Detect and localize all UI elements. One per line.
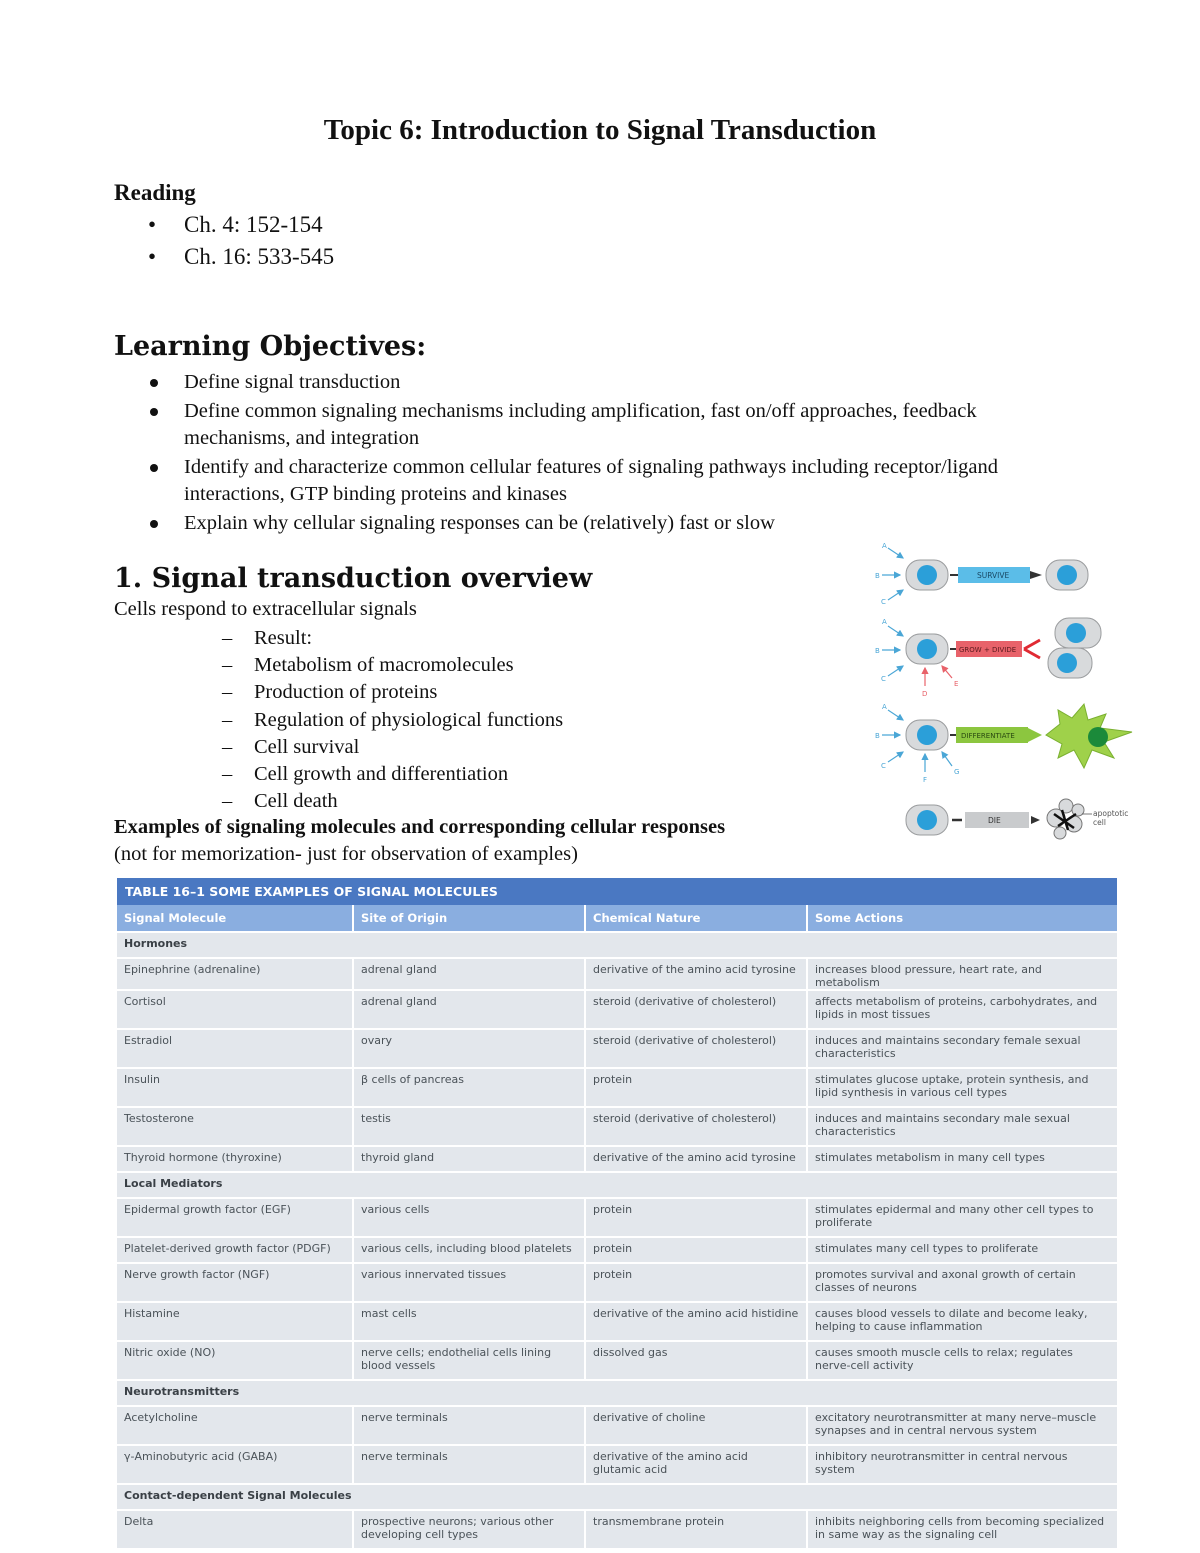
grow-row: [875, 618, 1101, 698]
table-row: [117, 1302, 1117, 1341]
table-row: [117, 1263, 1117, 1302]
differentiate-row: [875, 703, 1132, 784]
reading-list: [142, 209, 334, 273]
table-header-row: [117, 905, 1117, 932]
result-item: – Cell death: [222, 788, 563, 815]
table-cell: induces and maintains secondary female sexual characteristics: [807, 1029, 1117, 1068]
result-item: – Cell growth and differentiation: [222, 761, 563, 788]
table-cell: Delta: [117, 1510, 353, 1548]
signal-letter: E: [954, 680, 959, 688]
table-row: [117, 1107, 1117, 1146]
reading-item: • Ch. 4: 152-154: [142, 209, 334, 241]
table-cell: protein: [585, 1198, 807, 1237]
table-cell: mast cells: [353, 1302, 585, 1341]
signal-letter: B: [875, 732, 880, 740]
table-cell: affects metabolism of proteins, carbohydrates, and lipids in most tissues: [807, 990, 1117, 1029]
table-row: [117, 1445, 1117, 1484]
table-cell: Thyroid hormone (thyroxine): [117, 1146, 353, 1172]
table-cell: derivative of the amino acid glutamic acid: [585, 1445, 807, 1484]
column-header: Signal Molecule: [117, 905, 353, 932]
table-cell: protein: [585, 1237, 807, 1263]
column-header: Site of Origin: [353, 905, 585, 932]
table-row: [117, 1068, 1117, 1107]
table-category-row: [117, 1172, 1117, 1198]
table-cell: derivative of the amino acid tyrosine: [585, 958, 807, 990]
table-title: TABLE 16–1 SOME EXAMPLES OF SIGNAL MOLECULES: [117, 878, 1117, 905]
table-cell: various innervated tissues: [353, 1263, 585, 1302]
table-cell: Testosterone: [117, 1107, 353, 1146]
signal-letter: C: [881, 762, 886, 770]
survive-row: [875, 542, 1088, 606]
objective-item: Explain why cellular signaling responses can be (relatively) fast or slow: [142, 510, 1042, 537]
table-cell: thyroid gland: [353, 1146, 585, 1172]
signal-letter: C: [881, 675, 886, 683]
apoptotic-cell-shape: [1047, 799, 1084, 839]
objectives-heading: Learning Objectives:: [114, 331, 427, 362]
grow-label: GROW + DIVIDE: [959, 646, 1017, 654]
table-cell: Nerve growth factor (NGF): [117, 1263, 353, 1302]
table-row: [117, 1510, 1117, 1548]
table-cell: protein: [585, 1263, 807, 1302]
table-row: [117, 1406, 1117, 1445]
objective-item: Identify and characterize common cellular features of signaling pathways including receptor/ligand interactions, GTP binding proteins and kinases: [142, 454, 1042, 508]
table-row: [117, 1029, 1117, 1068]
table-cell: stimulates metabolism in many cell types: [807, 1146, 1117, 1172]
table-cell: derivative of the amino acid histidine: [585, 1302, 807, 1341]
table-cell: Platelet-derived growth factor (PDGF): [117, 1237, 353, 1263]
category-label: Local Mediators: [117, 1172, 1117, 1198]
table-cell: increases blood pressure, heart rate, and metabolism: [807, 958, 1117, 990]
table-category-row: [117, 932, 1117, 958]
signal-letter: C: [881, 598, 886, 606]
table-cell: steroid (derivative of cholesterol): [585, 1029, 807, 1068]
table-cell: stimulates epidermal and many other cell types to proliferate: [807, 1198, 1117, 1237]
table-cell: protein: [585, 1068, 807, 1107]
examples-note: (not for memorization- just for observation of examples): [114, 843, 578, 865]
table-row: [117, 958, 1117, 990]
table-cell: Insulin: [117, 1068, 353, 1107]
table-cell: Epidermal growth factor (EGF): [117, 1198, 353, 1237]
category-label: Contact-dependent Signal Molecules: [117, 1484, 1117, 1510]
result-item: – Result:: [222, 625, 563, 652]
signal-letter: F: [923, 776, 928, 784]
examples-heading: Examples of signaling molecules and corresponding cellular responses: [114, 816, 726, 838]
table-cell: various cells: [353, 1198, 585, 1237]
table-cell: β cells of pancreas: [353, 1068, 585, 1107]
apoptotic-label: apoptotic: [1093, 809, 1129, 818]
table-cell: Nitric oxide (NO): [117, 1341, 353, 1380]
table-cell: Cortisol: [117, 990, 353, 1029]
page-title: Topic 6: Introduction to Signal Transduction: [323, 114, 877, 146]
reading-item: • Ch. 16: 533-545: [142, 241, 334, 273]
result-item: – Regulation of physiological functions: [222, 707, 563, 734]
table-cell: derivative of the amino acid tyrosine: [585, 1146, 807, 1172]
table-cell: Estradiol: [117, 1029, 353, 1068]
table-cell: induces and maintains secondary male sexual characteristics: [807, 1107, 1117, 1146]
table-cell: various cells, including blood platelets: [353, 1237, 585, 1263]
die-label: DIE: [988, 816, 1001, 825]
table-cell: Epinephrine (adrenaline): [117, 958, 353, 990]
table-cell: promotes survival and axonal growth of certain classes of neurons: [807, 1263, 1117, 1302]
table-cell: excitatory neurotransmitter at many nerve–muscle synapses and in central nervous system: [807, 1406, 1117, 1445]
category-label: Neurotransmitters: [117, 1380, 1117, 1406]
table-cell: Acetylcholine: [117, 1406, 353, 1445]
signal-letter: A: [882, 618, 887, 626]
table-cell: steroid (derivative of cholesterol): [585, 1107, 807, 1146]
table-cell: derivative of choline: [585, 1406, 807, 1445]
table-cell: steroid (derivative of cholesterol): [585, 990, 807, 1029]
objective-item: Define signal transduction: [142, 369, 1042, 396]
table-cell: nerve cells; endothelial cells lining blood vessels: [353, 1341, 585, 1380]
table-row: [117, 1146, 1117, 1172]
table-row: [117, 1341, 1117, 1380]
column-header: Some Actions: [807, 905, 1117, 932]
cell-fate-figure: [870, 538, 1140, 848]
table-cell: adrenal gland: [353, 958, 585, 990]
table-cell: testis: [353, 1107, 585, 1146]
objective-item: Define common signaling mechanisms including amplification, fast on/off approaches, feedback mechanisms, and integration: [142, 398, 1042, 452]
table-category-row: [117, 1380, 1117, 1406]
table-cell: dissolved gas: [585, 1341, 807, 1380]
table-row: [117, 1237, 1117, 1263]
table-cell: inhibits neighboring cells from becoming specialized in same way as the signaling cell: [807, 1510, 1117, 1548]
table-cell: γ-Aminobutyric acid (GABA): [117, 1445, 353, 1484]
table-cell: causes blood vessels to dilate and become leaky, helping to cause inflammation: [807, 1302, 1117, 1341]
table-category-row: [117, 1484, 1117, 1510]
table-cell: adrenal gland: [353, 990, 585, 1029]
signal-letter: A: [882, 542, 887, 550]
table-cell: nerve terminals: [353, 1445, 585, 1484]
table-cell: stimulates glucose uptake, protein synthesis, and lipid synthesis in various cell types: [807, 1068, 1117, 1107]
section-heading: 1. Signal transduction overview: [114, 563, 593, 594]
table-row: [117, 1198, 1117, 1237]
signal-letter: A: [882, 703, 887, 711]
section-intro: Cells respond to extracellular signals: [114, 598, 417, 620]
table-cell: ovary: [353, 1029, 585, 1068]
table-cell: causes smooth muscle cells to relax; regulates nerve-cell activity: [807, 1341, 1117, 1380]
results-list: [222, 625, 563, 815]
signal-letter: D: [922, 690, 928, 698]
die-row: [906, 799, 1128, 839]
reading-heading: Reading: [114, 180, 196, 205]
signal-molecules-table: [117, 878, 1117, 1548]
cell-label: cell: [1093, 818, 1106, 827]
table-cell: nerve terminals: [353, 1406, 585, 1445]
signal-letter: B: [875, 647, 880, 655]
objectives-list: [142, 369, 1042, 539]
table-grid: [117, 905, 1117, 1548]
differentiate-label: DIFFERENTIATE: [961, 732, 1015, 740]
survive-label: SURVIVE: [977, 571, 1010, 580]
table-cell: stimulates many cell types to proliferate: [807, 1237, 1117, 1263]
signal-letter: B: [875, 572, 880, 580]
result-item: – Cell survival: [222, 734, 563, 761]
signal-letter: G: [954, 768, 960, 776]
table-cell: Histamine: [117, 1302, 353, 1341]
table-row: [117, 990, 1117, 1029]
category-label: Hormones: [117, 932, 1117, 958]
column-header: Chemical Nature: [585, 905, 807, 932]
table-cell: prospective neurons; various other developing cell types: [353, 1510, 585, 1548]
table-cell: transmembrane protein: [585, 1510, 807, 1548]
result-item: – Production of proteins: [222, 679, 563, 706]
table-cell: inhibitory neurotransmitter in central nervous system: [807, 1445, 1117, 1484]
cell-fate-diagram: [870, 538, 1140, 848]
result-item: – Metabolism of macromolecules: [222, 652, 563, 679]
